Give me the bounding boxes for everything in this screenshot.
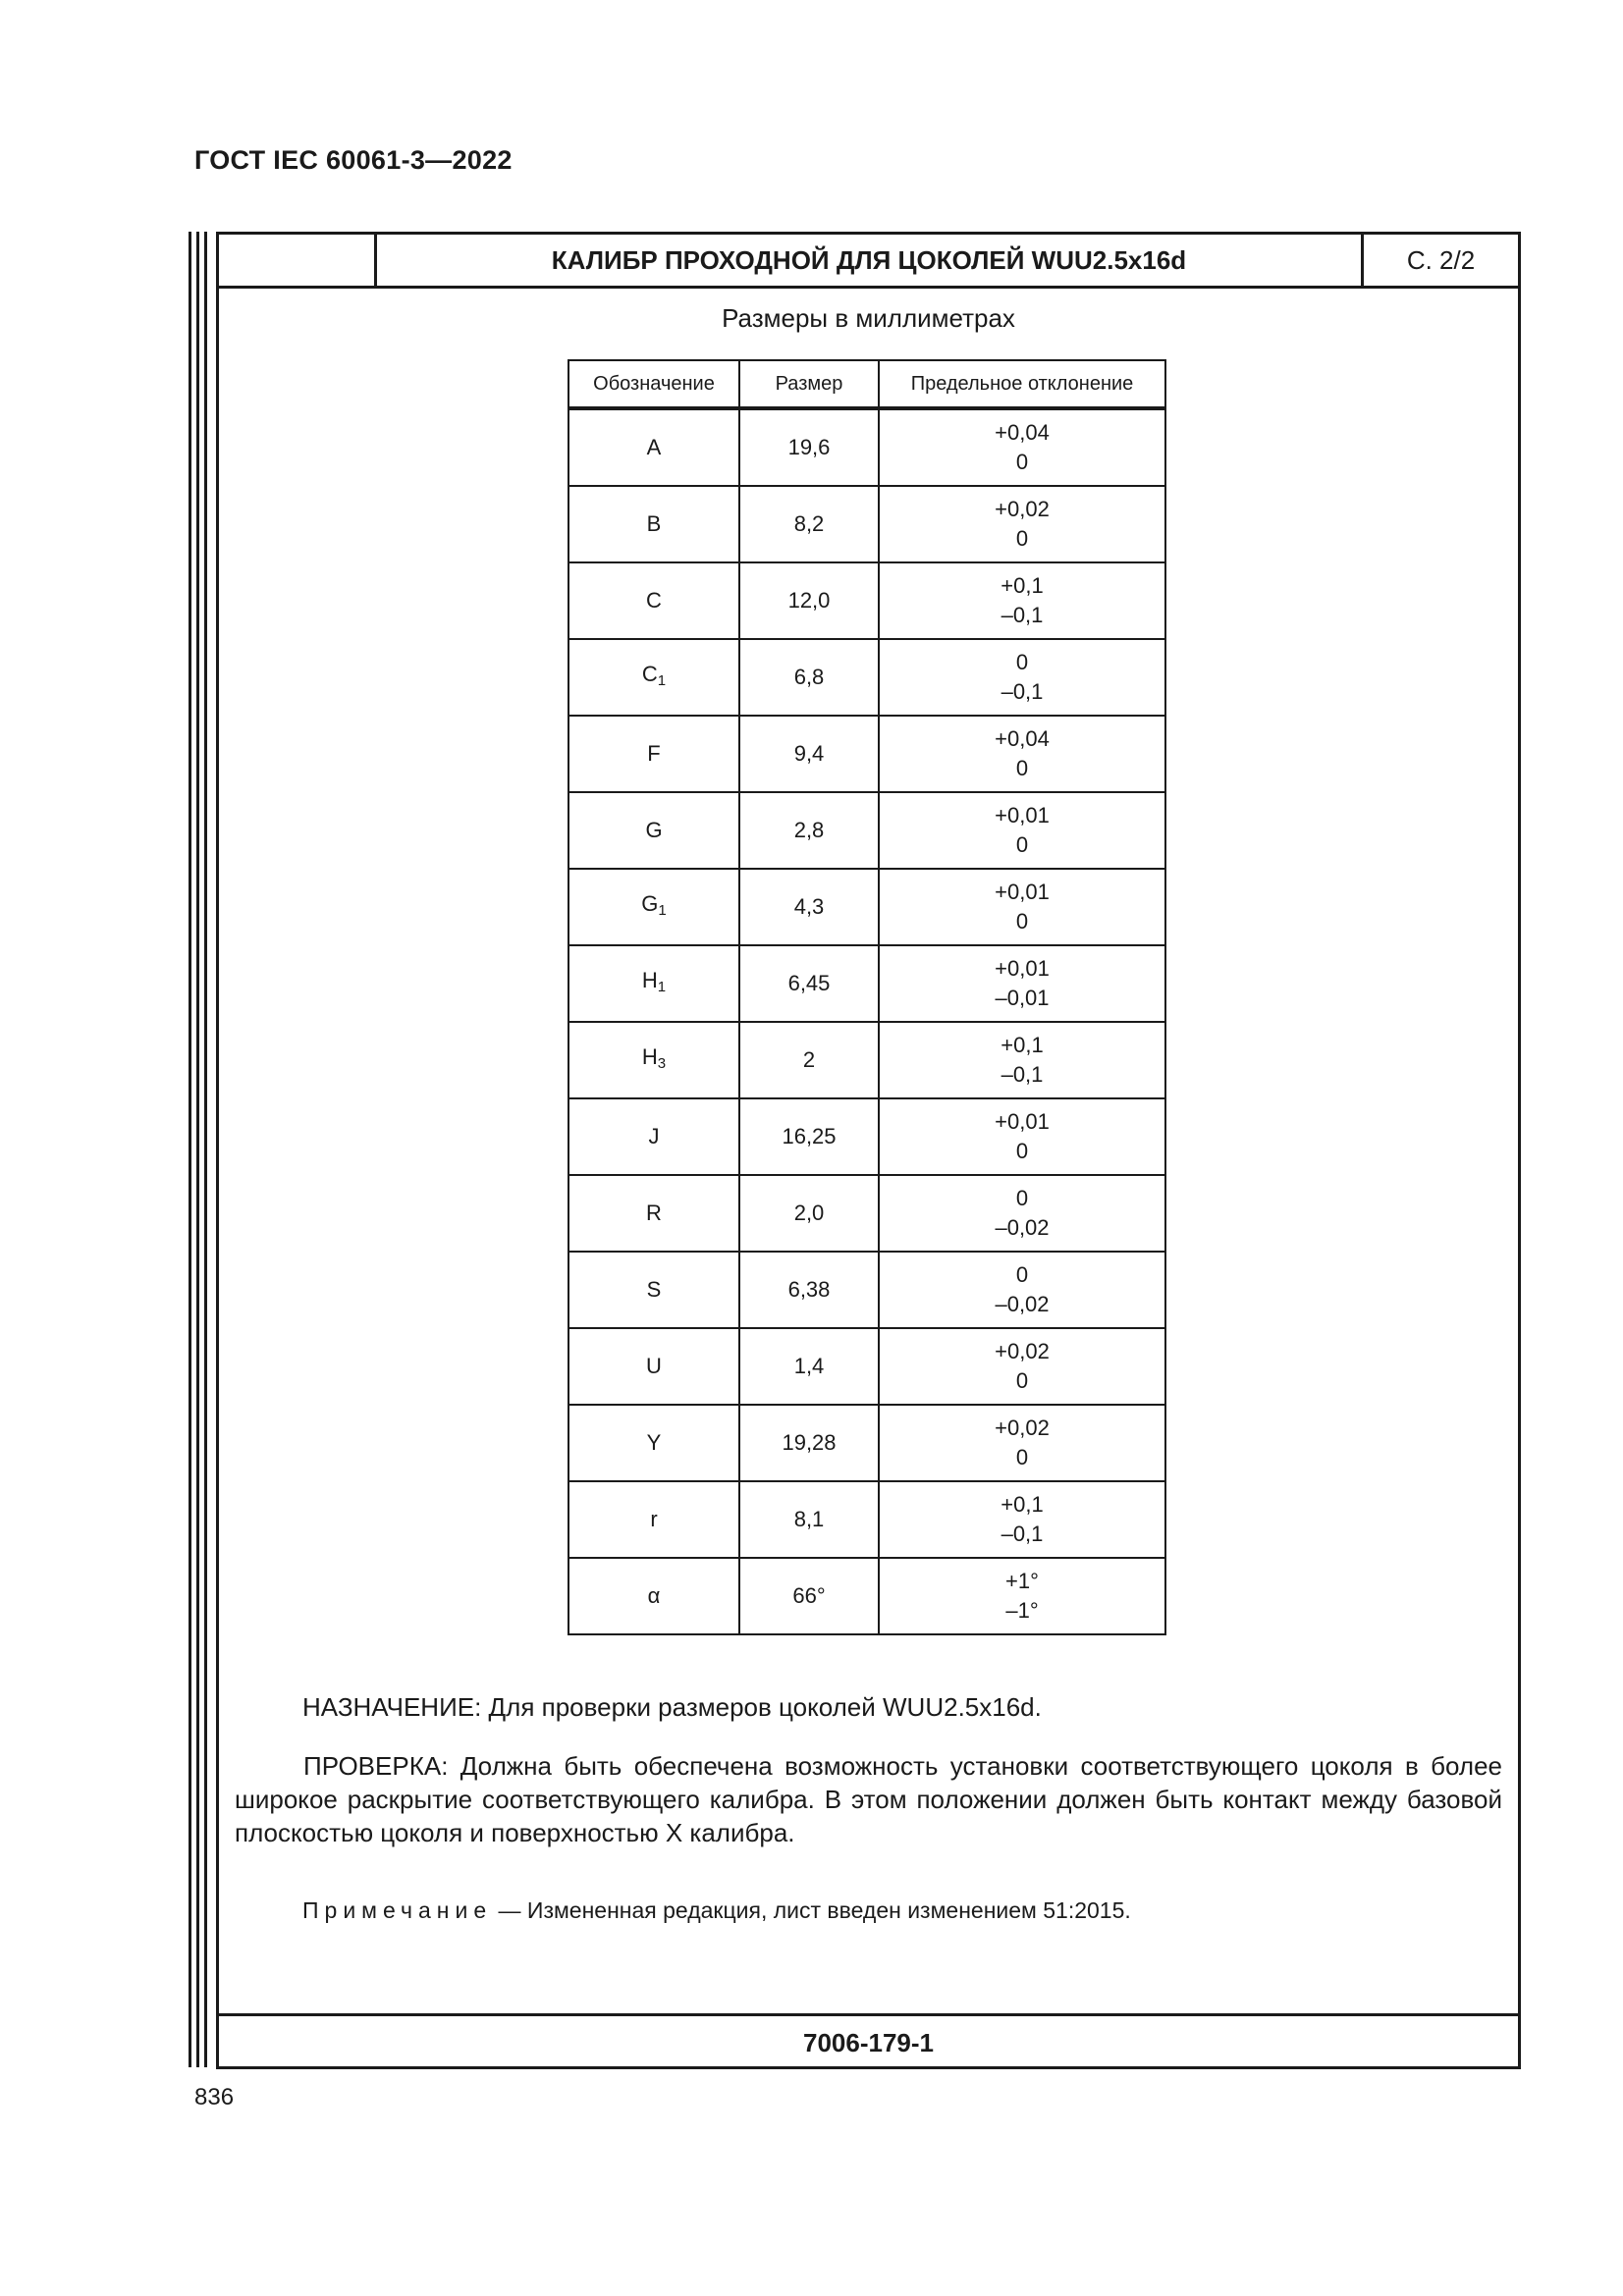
note-text: — Измененная редакция, лист введен изменением 51:2015. [492, 1897, 1131, 1923]
tolerance-upper: +0,02 [995, 1415, 1050, 1440]
sheet-title: КАЛИБР ПРОХОДНОЙ ДЛЯ ЦОКОЛЕЙ WUU2.5x16d [377, 235, 1364, 286]
tolerance-lower: 0 [1015, 450, 1029, 474]
table-body [568, 408, 1165, 1634]
symbol-letter: U [646, 1354, 662, 1378]
symbol-letter: C [641, 661, 658, 686]
cell-tolerance [879, 945, 1165, 1022]
symbol-letter: H [641, 1043, 658, 1069]
document-header: ГОСТ IEC 60061-3—2022 [194, 145, 513, 175]
tolerance-upper: +0,01 [995, 1109, 1050, 1134]
cell-symbol [568, 1098, 739, 1175]
table-row [568, 486, 1165, 562]
cell-tolerance [879, 1481, 1165, 1558]
tolerance-lower: –0,01 [995, 986, 1050, 1010]
note-paragraph [302, 1894, 1481, 1927]
units-caption: Размеры в миллиметрах [722, 303, 1015, 333]
cell-size: 6,45 [739, 945, 879, 1022]
symbol-letter: B [646, 511, 662, 536]
cell-size: 8,1 [739, 1481, 879, 1558]
tolerance-lower: 0 [1015, 909, 1029, 934]
cell-symbol [568, 1328, 739, 1405]
tolerance-lower: –0,1 [1001, 603, 1044, 627]
symbol-letter: A [646, 435, 662, 459]
table-row [568, 1022, 1165, 1098]
symbol-subscript: 1 [657, 671, 667, 689]
cell-symbol [568, 408, 739, 486]
cell-symbol [568, 792, 739, 869]
table-row [568, 945, 1165, 1022]
tolerance-upper: +0,1 [1001, 573, 1044, 598]
cell-size: 8,2 [739, 486, 879, 562]
cell-tolerance [879, 1558, 1165, 1634]
cell-size: 1,4 [739, 1328, 879, 1405]
cell-size: 19,28 [739, 1405, 879, 1481]
table-row [568, 1405, 1165, 1481]
tolerance-upper: +0,02 [995, 497, 1050, 521]
cell-symbol [568, 716, 739, 792]
tolerance-upper: +0,01 [995, 956, 1050, 981]
tolerance-lower: 0 [1015, 1139, 1029, 1163]
cell-size: 9,4 [739, 716, 879, 792]
cell-tolerance [879, 716, 1165, 792]
title-blank-cell [219, 235, 377, 286]
sheet-frame [216, 232, 1521, 2069]
cell-symbol [568, 1558, 739, 1634]
tolerance-upper: +0,01 [995, 880, 1050, 904]
symbol-letter: F [647, 741, 661, 766]
tolerance-lower: 0 [1015, 1368, 1029, 1393]
table-row [568, 1558, 1165, 1634]
tolerance-upper: 0 [1015, 650, 1029, 674]
cell-symbol [568, 1481, 739, 1558]
cell-size: 19,6 [739, 408, 879, 486]
cell-size: 6,8 [739, 639, 879, 716]
table-row [568, 1252, 1165, 1328]
symbol-letter: C [646, 588, 662, 613]
tolerance-lower: –0,1 [1001, 679, 1044, 704]
cell-symbol [568, 869, 739, 945]
symbol-subscript: 1 [657, 978, 667, 995]
cell-size: 66° [739, 1558, 879, 1634]
purpose-paragraph: НАЗНАЧЕНИЕ: Для проверки размеров цоколей WUU2.5x16d. [302, 1692, 1042, 1722]
page-number: 836 [194, 2084, 235, 2110]
cell-size: 6,38 [739, 1252, 879, 1328]
cell-tolerance [879, 792, 1165, 869]
cell-tolerance [879, 869, 1165, 945]
tolerance-upper: +0,04 [995, 420, 1050, 445]
cell-tolerance [879, 1405, 1165, 1481]
cell-tolerance [879, 639, 1165, 716]
margin-rule-2 [196, 232, 199, 2067]
sheet-code: 7006-179-1 [219, 2013, 1518, 2069]
cell-tolerance [879, 1098, 1165, 1175]
table-header-row [568, 360, 1165, 408]
cell-size: 2,8 [739, 792, 879, 869]
cell-tolerance [879, 1252, 1165, 1328]
symbol-letter: G [641, 890, 659, 916]
table-row [568, 792, 1165, 869]
table-row [568, 1328, 1165, 1405]
cell-size: 4,3 [739, 869, 879, 945]
column-header-symbol: Обозначение [568, 360, 739, 408]
table-row [568, 1481, 1165, 1558]
symbol-letter: G [645, 818, 663, 842]
cell-tolerance [879, 408, 1165, 486]
cell-symbol [568, 562, 739, 639]
tolerance-lower: 0 [1015, 756, 1029, 780]
table-row [568, 869, 1165, 945]
cell-tolerance [879, 562, 1165, 639]
symbol-letter: R [646, 1201, 662, 1225]
tolerance-upper: 0 [1015, 1262, 1029, 1287]
tolerance-lower: –0,1 [1001, 1062, 1044, 1087]
cell-symbol [568, 1175, 739, 1252]
tolerance-lower: –1° [1005, 1598, 1039, 1623]
cell-symbol [568, 945, 739, 1022]
cell-tolerance [879, 486, 1165, 562]
tolerance-upper: +0,01 [995, 803, 1050, 828]
table-row [568, 562, 1165, 639]
tolerance-upper: +0,1 [1001, 1033, 1044, 1057]
symbol-letter: r [650, 1507, 658, 1531]
tolerance-lower: 0 [1015, 832, 1029, 857]
cell-size: 2,0 [739, 1175, 879, 1252]
symbol-letter: H [641, 967, 658, 992]
check-paragraph: ПРОВЕРКА: Должна быть обеспечена возможность установки соответствующего цоколя в более широкое раскрытие соответствующего калибра. В этом положении должен быть контакт между базовой плоскостью цоколя и поверхностью X калибра. [235, 1751, 1502, 1847]
table-row [568, 408, 1165, 486]
symbol-letter: Y [646, 1430, 662, 1455]
column-header-size: Размер [739, 360, 879, 408]
cell-symbol [568, 1405, 739, 1481]
cell-symbol [568, 486, 739, 562]
cell-symbol [568, 1252, 739, 1328]
tolerance-lower: –0,02 [995, 1215, 1050, 1240]
tolerance-lower: 0 [1015, 1445, 1029, 1469]
cell-symbol [568, 639, 739, 716]
margin-rule-3 [204, 232, 207, 2067]
column-header-tolerance: Предельное отклонение [879, 360, 1165, 408]
symbol-subscript: 1 [658, 901, 667, 919]
tolerance-lower: –0,1 [1001, 1522, 1044, 1546]
symbol-letter: α [647, 1583, 661, 1608]
tolerance-lower: 0 [1015, 526, 1029, 551]
tolerance-upper: +0,1 [1001, 1492, 1044, 1517]
tolerance-lower: –0,02 [995, 1292, 1050, 1316]
symbol-subscript: 3 [657, 1054, 667, 1072]
sheet-page-indicator: С. 2/2 [1406, 244, 1476, 275]
note-label: Примечание [302, 1897, 493, 1923]
tolerance-upper: +0,04 [995, 726, 1050, 751]
symbol-letter: S [646, 1277, 662, 1302]
title-row [219, 235, 1518, 289]
table-row [568, 639, 1165, 716]
tolerance-upper: +0,02 [995, 1339, 1050, 1363]
cell-tolerance [879, 1022, 1165, 1098]
table-row [568, 1175, 1165, 1252]
tolerance-upper: 0 [1015, 1186, 1029, 1210]
cell-tolerance [879, 1175, 1165, 1252]
dimensions-table [568, 359, 1166, 1635]
cell-size: 2 [739, 1022, 879, 1098]
cell-tolerance [879, 1328, 1165, 1405]
margin-rule-1 [189, 232, 191, 2067]
tolerance-upper: +1° [1005, 1569, 1039, 1593]
cell-symbol [568, 1022, 739, 1098]
cell-size: 16,25 [739, 1098, 879, 1175]
symbol-letter: J [648, 1124, 660, 1148]
table-row [568, 716, 1165, 792]
cell-size: 12,0 [739, 562, 879, 639]
table-row [568, 1098, 1165, 1175]
